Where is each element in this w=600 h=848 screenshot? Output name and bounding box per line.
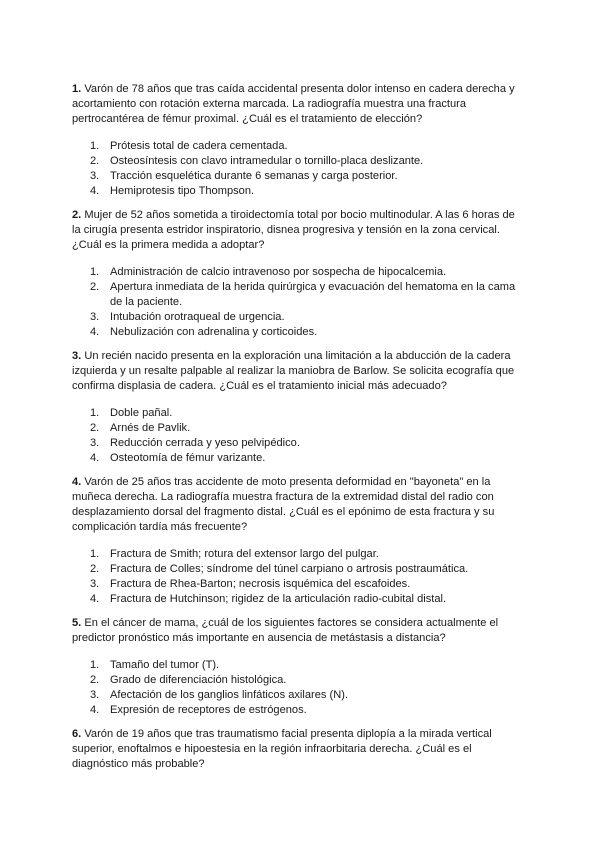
- option-text: Intubación orotraqueal de urgencia.: [110, 311, 285, 323]
- option-text: Nebulización con adrenalina y corticoides.: [110, 326, 318, 338]
- option-number: 1.: [90, 548, 100, 560]
- question-2-number: 2.: [72, 209, 82, 221]
- question-3-number: 3.: [72, 350, 82, 362]
- question-2-text: [72, 208, 520, 253]
- question-5-option-4: [72, 703, 520, 718]
- question-1: [72, 82, 520, 199]
- question-5-body: En el cáncer de mama, ¿cuál de los siguientes factores se considera actualmente el predictor pronóstico más importante en ausencia de metástasis a distancia?: [72, 617, 499, 644]
- question-2-option-1: [72, 265, 520, 280]
- question-3-option-4: [72, 451, 520, 466]
- option-text: Doble pañal.: [110, 407, 173, 419]
- option-text: Tamaño del tumor (T).: [110, 659, 220, 671]
- option-number: 3.: [90, 689, 100, 701]
- option-text: Fractura de Rhea-Barton; necrosis isquémica del escafoides.: [110, 578, 411, 590]
- question-1-option-1: [72, 139, 520, 154]
- question-3-option-1: [72, 406, 520, 421]
- option-text: Hemiprotesis tipo Thompson.: [110, 185, 255, 197]
- question-2-option-4: [72, 325, 520, 340]
- option-number: 2.: [90, 155, 100, 167]
- option-text: Prótesis total de cadera cementada.: [110, 140, 288, 152]
- question-4-option-1: [72, 547, 520, 562]
- question-3-option-3: [72, 436, 520, 451]
- option-number: 2.: [90, 674, 100, 686]
- question-5-number: 5.: [72, 617, 82, 629]
- option-number: 4.: [90, 704, 100, 716]
- option-number: 2.: [90, 281, 100, 293]
- option-number: 4.: [90, 185, 100, 197]
- question-2-body: Mujer de 52 años sometida a tiroidectomía total por bocio multinodular. A las 6 horas de la cirugía presenta estridor inspiratorio, disnea progresiva y tensión en la zona cervical. ¿Cuál es la primera medida a adoptar?: [72, 209, 515, 251]
- option-text: Expresión de receptores de estrógenos.: [110, 704, 307, 716]
- question-1-body: Varón de 78 años que tras caída accidental presenta dolor intenso en cadera derecha y acortamiento con rotación externa marcada. La radiografía muestra una fractura pertrocantérea de fémur proximal. ¿Cuál es el tratamiento de elección?: [72, 83, 515, 125]
- option-text: Reducción cerrada y yeso pelvipédico.: [110, 437, 300, 449]
- option-text: Afectación de los ganglios linfáticos axilares (N).: [110, 689, 349, 701]
- question-6-body: Varón de 19 años que tras traumatismo facial presenta diplopía a la mirada vertical superior, enoftalmos e hipoestesia en la región infraorbitaria derecha. ¿Cuál es el diagnóstico más probable?: [72, 728, 492, 770]
- question-1-option-2: [72, 154, 520, 169]
- question-1-option-4: [72, 184, 520, 199]
- question-1-number: 1.: [72, 83, 82, 95]
- question-3-options: [72, 406, 520, 466]
- question-5: [72, 616, 520, 718]
- option-number: 1.: [90, 266, 100, 278]
- question-5-options: [72, 658, 520, 718]
- question-4-option-2: [72, 562, 520, 577]
- question-2: [72, 208, 520, 340]
- option-number: 4.: [90, 326, 100, 338]
- question-4-number: 4.: [72, 476, 82, 488]
- option-text: Arnés de Pavlik.: [110, 422, 191, 434]
- option-text: Osteotomía de fémur varizante.: [110, 452, 266, 464]
- question-4-text: [72, 475, 520, 535]
- option-text: Fractura de Colles; síndrome del túnel carpiano o artrosis postraumática.: [110, 563, 469, 575]
- question-4-option-3: [72, 577, 520, 592]
- question-3: [72, 349, 520, 466]
- option-text: Fractura de Smith; rotura del extensor largo del pulgar.: [110, 548, 379, 560]
- question-4: [72, 475, 520, 607]
- option-text: Administración de calcio intravenoso por sospecha de hipocalcemia.: [110, 266, 447, 278]
- question-6: [72, 727, 520, 772]
- option-number: 3.: [90, 437, 100, 449]
- question-5-option-1: [72, 658, 520, 673]
- option-text: Apertura inmediata de la herida quirúrgica y evacuación del hematoma en la cama de la paciente.: [110, 281, 516, 308]
- question-2-option-2: [72, 280, 520, 310]
- option-text: Fractura de Hutchinson; rigidez de la articulación radio-cubital distal.: [110, 593, 447, 605]
- option-number: 4.: [90, 452, 100, 464]
- option-number: 3.: [90, 311, 100, 323]
- document-page: [72, 82, 520, 784]
- question-4-body: Varón de 25 años tras accidente de moto presenta deformidad en "bayoneta" en la muñeca derecha. La radiografía muestra fractura de la extremidad distal del radio con desplazamiento dorsal del fragmento distal. ¿Cuál es el epónimo de esta fractura y su complicación tardía más frecuente?: [72, 476, 495, 533]
- question-6-text: [72, 727, 520, 772]
- question-5-option-2: [72, 673, 520, 688]
- question-3-body: Un recién nacido presenta en la exploración una limitación a la abducción de la cadera izquierda y un resalte palpable al realizar la maniobra de Barlow. Se solicita ecografía que confirma displasia de cadera. ¿Cuál es el tratamiento inicial más adecuado?: [72, 350, 515, 392]
- option-number: 1.: [90, 659, 100, 671]
- option-number: 4.: [90, 593, 100, 605]
- option-number: 3.: [90, 578, 100, 590]
- question-2-option-3: [72, 310, 520, 325]
- question-1-option-3: [72, 169, 520, 184]
- question-4-option-4: [72, 592, 520, 607]
- question-5-option-3: [72, 688, 520, 703]
- option-number: 1.: [90, 140, 100, 152]
- question-3-option-2: [72, 421, 520, 436]
- question-1-text: [72, 82, 520, 127]
- question-1-options: [72, 139, 520, 199]
- question-4-options: [72, 547, 520, 607]
- option-text: Tracción esquelética durante 6 semanas y carga posterior.: [110, 170, 398, 182]
- option-number: 2.: [90, 563, 100, 575]
- option-number: 2.: [90, 422, 100, 434]
- question-6-number: 6.: [72, 728, 82, 740]
- question-5-text: [72, 616, 520, 646]
- question-2-options: [72, 265, 520, 340]
- option-number: 3.: [90, 170, 100, 182]
- question-3-text: [72, 349, 520, 394]
- option-text: Grado de diferenciación histológica.: [110, 674, 287, 686]
- option-text: Osteosíntesis con clavo intramedular o tornillo-placa deslizante.: [110, 155, 424, 167]
- option-number: 1.: [90, 407, 100, 419]
